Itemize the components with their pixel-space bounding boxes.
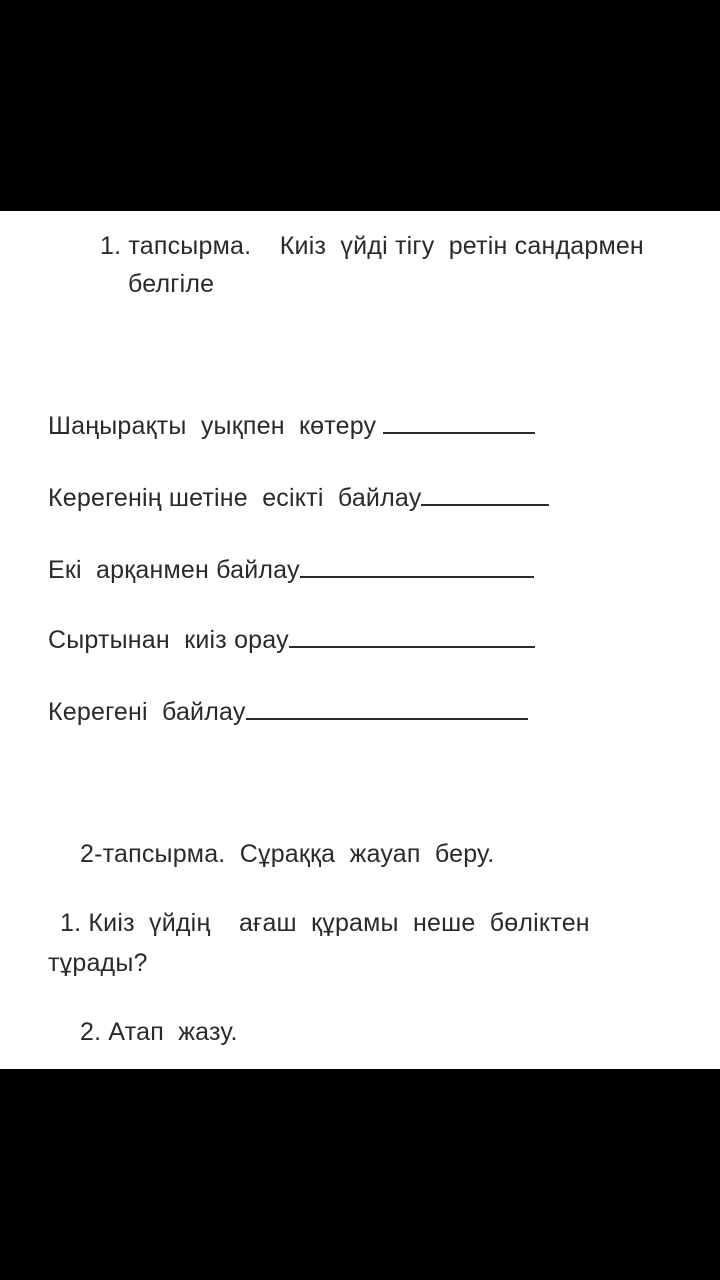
- item-label: Екі арқанмен байлау: [48, 556, 300, 584]
- answer-blank[interactable]: [300, 556, 534, 578]
- task2-heading: 2-тапсырма. Сұраққа жауап беру.: [80, 840, 495, 868]
- answer-blank[interactable]: [421, 484, 549, 506]
- question-2: 2. Атап жазу.: [80, 1018, 238, 1046]
- list-item: [48, 697, 528, 727]
- item-label: Керегені байлау: [48, 698, 246, 726]
- top-black-border: [0, 0, 720, 211]
- item-label: Шаңырақты уықпен көтеру: [48, 412, 384, 440]
- answer-blank[interactable]: [383, 412, 535, 434]
- answer-blank[interactable]: [246, 698, 528, 720]
- list-item: [48, 483, 549, 513]
- bottom-black-border: [0, 1069, 720, 1280]
- task1-heading-continuation: белгіле: [128, 270, 215, 298]
- question-1-continuation: тұрады?: [48, 949, 148, 977]
- item-label: Сыртынан киіз орау: [48, 626, 289, 654]
- list-item: [48, 411, 535, 441]
- worksheet-page: [0, 211, 720, 1069]
- list-item: [48, 555, 534, 585]
- list-item: [48, 625, 535, 655]
- question-1: 1. Киіз үйдің ағаш құрамы неше бөліктен: [60, 909, 590, 937]
- task1-heading: 1. тапсырма. Киіз үйді тігу ретін сандармен: [100, 232, 644, 260]
- answer-blank[interactable]: [289, 626, 535, 648]
- item-label: Керегенің шетіне есікті байлау: [48, 484, 422, 512]
